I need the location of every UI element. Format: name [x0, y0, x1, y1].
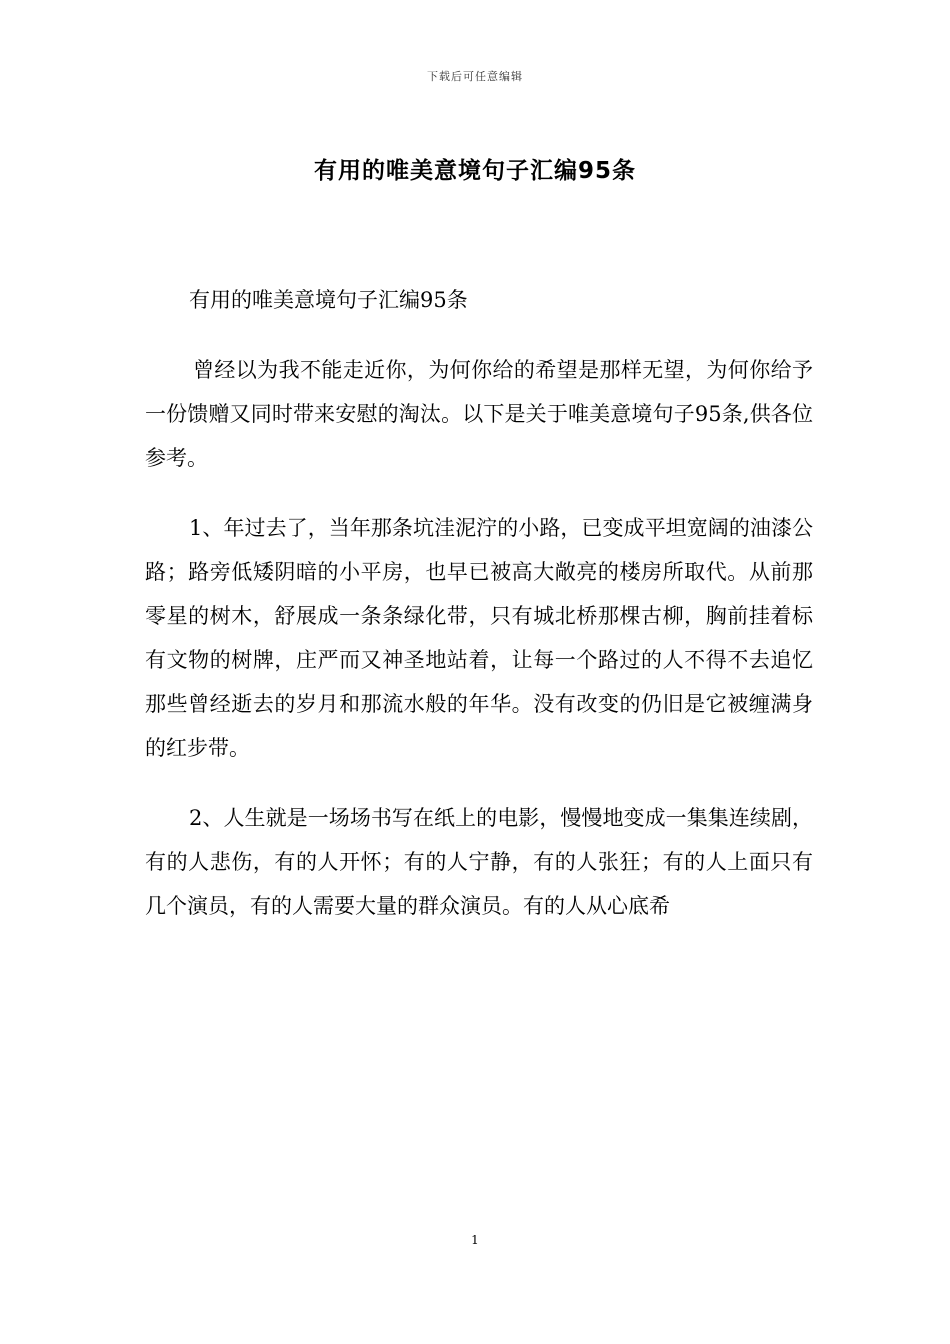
paragraph-item-2: 2、人生就是一场场书写在纸上的电影，慢慢地变成一集集连续剧，有的人悲伤，有的人开怀；有的人宁静，有的人张狂；有的人上面只有几个演员，有的人需要大量的群众演员。有的人从心底希	[145, 806, 813, 918]
paragraph-subtitle: 有用的唯美意境句子汇编95条	[189, 288, 468, 312]
header-note: 下载后可任意编辑	[427, 70, 523, 83]
paragraph-item-1: 1、年过去了，当年那条坑洼泥泞的小路，已变成平坦宽阔的油漆公路；路旁低矮阴暗的小平房，也早已被高大敞亮的楼房所取代。从前那零星的树木，舒展成一条条绿化带，只有城北桥那棵古柳，胸前挂着标有文物的树牌，庄严而又神圣地站着，让每一个路过的人不得不去追忆那些曾经逝去的岁月和那流水般的年华。没有改变的仍旧是它被缠满身的红步带。	[145, 516, 813, 760]
document-body	[145, 278, 813, 954]
document-title: 有用的唯美意境句子汇编95条	[313, 158, 636, 184]
page-number: 1	[471, 1233, 479, 1247]
paragraph-intro: 曾经以为我不能走近你，为何你给的希望是那样无望，为何你给予一份馈赠又同时带来安慰的淘汰。以下是关于唯美意境句子95条,供各位参考。	[145, 358, 813, 470]
